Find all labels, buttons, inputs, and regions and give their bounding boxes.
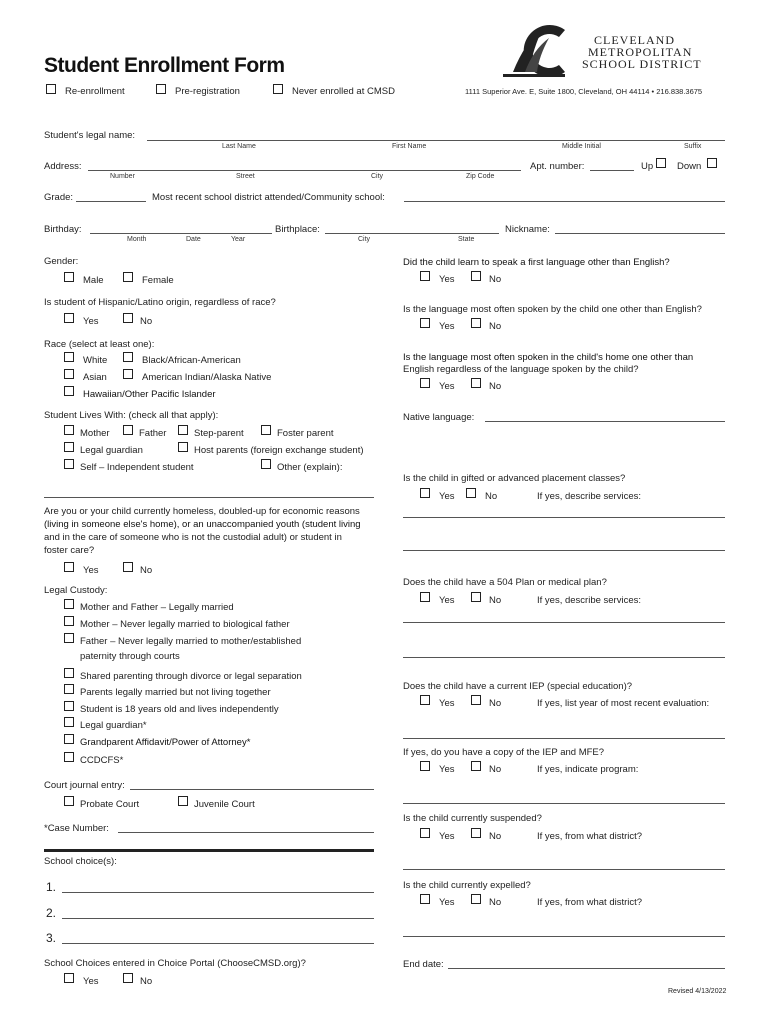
logo-line-3: SCHOOL DISTRICT [582, 57, 702, 71]
portal-yes-checkbox[interactable] [64, 973, 74, 983]
iep-yes-label: Yes [439, 698, 455, 709]
race-white-label: White [83, 355, 108, 366]
hispanic-no-checkbox[interactable] [123, 313, 133, 323]
district-address: 1111 Superior Ave. E, Suite 1800, Cleveland, OH 44114 • 216.838.3675 [465, 87, 703, 96]
plan-504-no-checkbox[interactable] [471, 592, 481, 602]
portal-no-checkbox[interactable] [123, 973, 133, 983]
homeless-no-label: No [140, 565, 153, 576]
portal-no-label: No [140, 976, 153, 987]
suspended-no-label: No [489, 831, 502, 842]
custody-grandparent-label: Grandparent Affidavit/Power of Attorney* [80, 737, 251, 748]
lives-other-explain-field[interactable] [44, 497, 374, 498]
hispanic-question: Is student of Hispanic/Latino origin, regardless of race? [44, 297, 276, 308]
language-often-yes-label: Yes [439, 321, 455, 332]
middle-initial-caption: Middle Initial [562, 143, 601, 150]
down-checkbox[interactable] [707, 158, 717, 168]
male-label: Male [83, 275, 104, 286]
suspended-district-field[interactable] [403, 869, 725, 870]
iep-question: Does the child have a current IEP (special education)? [403, 681, 633, 692]
birthday-label: Birthday: [44, 224, 82, 235]
hispanic-no-label: No [140, 316, 153, 327]
plan-504-describe-label: If yes, describe services: [537, 595, 642, 606]
pre-registration-label: Pre-registration [175, 86, 240, 97]
expelled-question: Is the child currently expelled? [403, 880, 531, 891]
lives-father-checkbox[interactable] [123, 425, 133, 435]
year-caption: Year [231, 236, 246, 243]
form-title: Student Enrollment Form [44, 54, 285, 77]
custody-shared-checkbox[interactable] [64, 668, 74, 678]
gifted-yes-checkbox[interactable] [420, 488, 430, 498]
custody-married-label: Mother and Father – Legally married [80, 602, 234, 613]
suspended-no-checkbox[interactable] [471, 828, 481, 838]
home-language-no-checkbox[interactable] [471, 378, 481, 388]
case-number-label: *Case Number: [44, 823, 109, 834]
up-label: Up [641, 161, 654, 172]
apt-number-field[interactable] [590, 170, 634, 171]
down-label: Down [677, 161, 702, 172]
end-date-label: End date: [403, 959, 444, 970]
first-name-caption: First Name [392, 143, 427, 150]
iep-copy-question: If yes, do you have a copy of the IEP and MFE? [403, 747, 605, 758]
race-hawaiian-label: Hawaiian/Other Pacific Islander [83, 389, 216, 400]
re-enrollment-checkbox[interactable] [46, 84, 56, 94]
juvenile-court-checkbox[interactable] [178, 796, 188, 806]
plan-504-describe-field-2[interactable] [403, 657, 725, 658]
lives-mother-checkbox[interactable] [64, 425, 74, 435]
nickname-label: Nickname: [505, 224, 550, 235]
suspended-yes-checkbox[interactable] [420, 828, 430, 838]
plan-504-question: Does the child have a 504 Plan or medical plan? [403, 577, 607, 588]
custody-guardian-label: Legal guardian* [80, 720, 147, 731]
race-hawaiian-checkbox[interactable] [64, 386, 74, 396]
suspended-question: Is the child currently suspended? [403, 813, 542, 824]
lives-stepparent-label: Step-parent [194, 428, 244, 439]
homeless-question-line-4: foster care? [44, 545, 95, 556]
custody-guardian-checkbox[interactable] [64, 717, 74, 727]
homeless-question-line-3: and in the care of someone who is not the custodial adult) or student in [44, 532, 342, 543]
school-choice-3-number: 3. [46, 931, 57, 945]
juvenile-court-label: Juvenile Court [194, 799, 255, 810]
expelled-district-label: If yes, from what district? [537, 897, 643, 908]
custody-mother-label: Mother – Never legally married to biological father [80, 619, 290, 630]
lives-host-checkbox[interactable] [178, 442, 188, 452]
race-label: Race (select at least one): [44, 339, 155, 350]
date-caption: Date [186, 236, 201, 243]
homeless-yes-checkbox[interactable] [64, 562, 74, 572]
probate-court-label: Probate Court [80, 799, 140, 810]
custody-ccdcfs-label: CCDCFS* [80, 755, 124, 766]
birth-city-caption: City [358, 236, 371, 243]
apt-number-label: Apt. number: [530, 161, 585, 172]
lives-with-label: Student Lives With: (check all that apply): [44, 410, 219, 421]
revised-date: Revised 4/13/2022 [668, 988, 727, 995]
first-language-no-checkbox[interactable] [471, 271, 481, 281]
homeless-question-line-1: Are you or your child currently homeless, doubled-up for economic reasons [44, 506, 360, 517]
homeless-question-line-2: (living in someone else's home), or an unaccompanied youth (student living [44, 519, 361, 530]
expelled-no-checkbox[interactable] [471, 894, 481, 904]
gender-label: Gender: [44, 256, 79, 267]
home-language-yes-checkbox[interactable] [420, 378, 430, 388]
portal-yes-label: Yes [83, 976, 99, 987]
language-often-no-checkbox[interactable] [471, 318, 481, 328]
zip-caption: Zip Code [466, 173, 495, 180]
school-choice-1-number: 1. [46, 880, 57, 894]
lives-foster-checkbox[interactable] [261, 425, 271, 435]
lives-other-label: Other (explain): [277, 462, 343, 473]
home-language-question-line-2: English regardless of the language spoken by the child? [403, 364, 639, 375]
re-enrollment-label: Re-enrollment [65, 86, 125, 97]
iep-copy-no-checkbox[interactable] [471, 761, 481, 771]
court-entry-label: Court journal entry: [44, 780, 125, 791]
choice-portal-question: School Choices entered in Choice Portal (ChooseCMSD.org)? [44, 958, 306, 969]
birth-state-caption: State [458, 236, 475, 243]
never-enrolled-checkbox[interactable] [273, 84, 283, 94]
iep-copy-yes-checkbox[interactable] [420, 761, 430, 771]
iep-no-checkbox[interactable] [471, 695, 481, 705]
custody-separated-label: Parents legally married but not living together [80, 687, 271, 698]
birthplace-field[interactable] [325, 233, 499, 234]
race-american-indian-checkbox[interactable] [123, 369, 133, 379]
home-language-yes-label: Yes [439, 381, 455, 392]
lives-father-label: Father [139, 428, 167, 439]
homeless-no-checkbox[interactable] [123, 562, 133, 572]
expelled-yes-label: Yes [439, 897, 455, 908]
lives-host-label: Host parents (foreign exchange student) [194, 445, 364, 456]
school-choice-3-field[interactable] [62, 943, 374, 944]
custody-shared-label: Shared parenting through divorce or legal separation [80, 671, 302, 682]
lives-stepparent-checkbox[interactable] [178, 425, 188, 435]
iep-no-label: No [489, 698, 502, 709]
plan-504-describe-field-1[interactable] [403, 622, 725, 623]
homeless-yes-label: Yes [83, 565, 99, 576]
iep-copy-yes-label: Yes [439, 764, 455, 775]
recent-school-field[interactable] [404, 201, 725, 202]
case-number-field[interactable] [118, 832, 374, 833]
gifted-describe-label: If yes, describe services: [537, 491, 642, 502]
plan-504-yes-checkbox[interactable] [420, 592, 430, 602]
lives-self-checkbox[interactable] [64, 459, 74, 469]
birthday-field[interactable] [90, 233, 272, 234]
home-language-question-line-1: Is the language most often spoken in the child's home one other than [403, 352, 694, 363]
race-white-checkbox[interactable] [64, 352, 74, 362]
suspended-yes-label: Yes [439, 831, 455, 842]
plan-504-no-label: No [489, 595, 502, 606]
female-label: Female [142, 275, 174, 286]
first-language-yes-checkbox[interactable] [420, 271, 430, 281]
expelled-district-field[interactable] [403, 936, 725, 937]
city-caption: City [371, 173, 384, 180]
street-caption: Street [236, 173, 255, 180]
race-asian-label: Asian [83, 372, 107, 383]
end-date-field[interactable] [448, 968, 725, 969]
address-field[interactable] [88, 170, 521, 171]
gifted-no-checkbox[interactable] [466, 488, 476, 498]
plan-504-yes-label: Yes [439, 595, 455, 606]
native-language-field[interactable] [485, 421, 725, 422]
race-black-checkbox[interactable] [123, 352, 133, 362]
logo-line-2: METROPOLITAN [588, 45, 693, 59]
never-enrolled-label: Never enrolled at CMSD [292, 86, 395, 97]
logo-line-1: CLEVELAND [594, 33, 675, 47]
home-language-no-label: No [489, 381, 502, 392]
recent-school-label: Most recent school district attended/Community school: [152, 192, 385, 203]
custody-father-label-cont: paternity through courts [80, 651, 180, 662]
month-caption: Month [127, 236, 147, 243]
up-checkbox[interactable] [656, 158, 666, 168]
expelled-no-label: No [489, 897, 502, 908]
male-checkbox[interactable] [64, 272, 74, 282]
iep-copy-no-label: No [489, 764, 502, 775]
custody-father-label: Father – Never legally married to mother/established [80, 636, 302, 647]
court-entry-field[interactable] [130, 789, 374, 790]
hispanic-yes-label: Yes [83, 316, 99, 327]
custody-father-checkbox[interactable] [64, 633, 74, 643]
lives-guardian-label: Legal guardian [80, 445, 143, 456]
language-often-question: Is the language most often spoken by the child one other than English? [403, 304, 702, 315]
legal-name-field[interactable] [147, 140, 725, 141]
program-label: If yes, indicate program: [537, 764, 639, 775]
grade-label: Grade: [44, 192, 74, 203]
language-often-yes-checkbox[interactable] [420, 318, 430, 328]
custody-married-checkbox[interactable] [64, 599, 74, 609]
gifted-yes-label: Yes [439, 491, 455, 502]
first-language-no-label: No [489, 274, 502, 285]
lives-guardian-checkbox[interactable] [64, 442, 74, 452]
school-choice-1-field[interactable] [62, 892, 374, 893]
custody-ccdcfs-checkbox[interactable] [64, 752, 74, 762]
legal-custody-label: Legal Custody: [44, 585, 108, 596]
lives-mother-label: Mother [80, 428, 110, 439]
hispanic-yes-checkbox[interactable] [64, 313, 74, 323]
race-american-indian-label: American Indian/Alaska Native [142, 372, 272, 383]
first-language-question: Did the child learn to speak a first language other than English? [403, 257, 670, 268]
gifted-question: Is the child in gifted or advanced placement classes? [403, 473, 626, 484]
native-language-label: Native language: [403, 412, 475, 423]
suspended-district-label: If yes, from what district? [537, 831, 643, 842]
school-choice-2-field[interactable] [62, 918, 374, 919]
gifted-describe-field-1[interactable] [403, 517, 725, 518]
first-language-yes-label: Yes [439, 274, 455, 285]
custody-independent-label: Student is 18 years old and lives independently [80, 704, 279, 715]
section-divider [44, 849, 374, 852]
language-often-no-label: No [489, 321, 502, 332]
expelled-yes-checkbox[interactable] [420, 894, 430, 904]
suffix-caption: Suffix [684, 143, 702, 150]
probate-court-checkbox[interactable] [64, 796, 74, 806]
iep-evaluation-label: If yes, list year of most recent evaluation: [537, 698, 710, 709]
race-black-label: Black/African-American [142, 355, 241, 366]
lives-self-label: Self – Independent student [80, 462, 194, 473]
gifted-no-label: No [485, 491, 498, 502]
custody-separated-checkbox[interactable] [64, 684, 74, 694]
custody-grandparent-checkbox[interactable] [64, 734, 74, 744]
female-checkbox[interactable] [123, 272, 133, 282]
cmsd-logo-icon [503, 22, 583, 80]
last-name-caption: Last Name [222, 143, 256, 150]
address-label: Address: [44, 161, 82, 172]
program-field[interactable] [403, 803, 725, 804]
iep-evaluation-field[interactable] [403, 738, 725, 739]
birthplace-label: Birthplace: [275, 224, 320, 235]
pre-registration-checkbox[interactable] [156, 84, 166, 94]
race-asian-checkbox[interactable] [64, 369, 74, 379]
custody-independent-checkbox[interactable] [64, 701, 74, 711]
iep-yes-checkbox[interactable] [420, 695, 430, 705]
custody-mother-checkbox[interactable] [64, 616, 74, 626]
lives-other-checkbox[interactable] [261, 459, 271, 469]
school-choice-label: School choice(s): [44, 856, 117, 867]
gifted-describe-field-2[interactable] [403, 550, 725, 551]
legal-name-label: Student's legal name: [44, 130, 136, 141]
nickname-field[interactable] [555, 233, 725, 234]
lives-foster-label: Foster parent [277, 428, 334, 439]
grade-field[interactable] [76, 201, 146, 202]
school-choice-2-number: 2. [46, 906, 57, 920]
number-caption: Number [110, 173, 135, 180]
